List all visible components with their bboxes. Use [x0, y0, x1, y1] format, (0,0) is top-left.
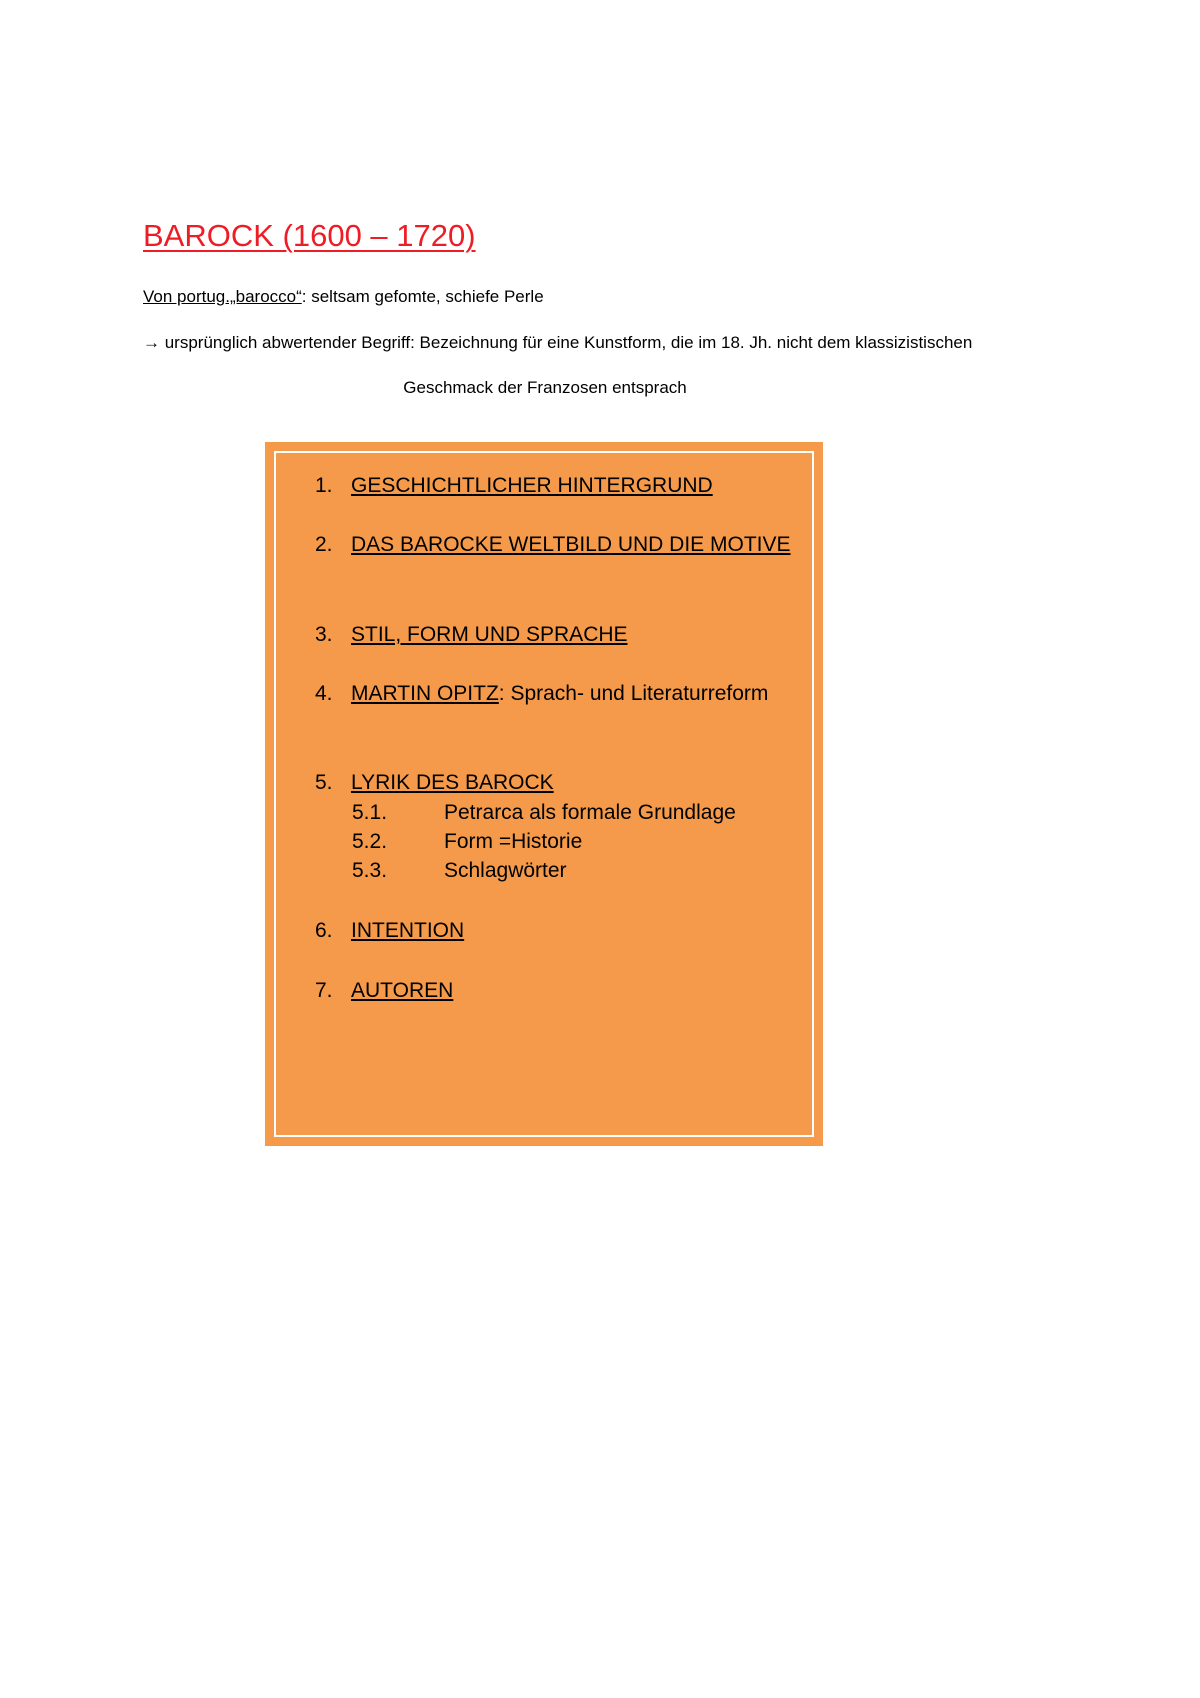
toc-subitem-number: 5.2.	[352, 830, 388, 853]
toc-subitem-label: Schlagwörter	[444, 859, 567, 882]
toc-subitem-5-3	[352, 859, 567, 883]
toc-item-2	[315, 533, 791, 557]
toc-item-label: DAS BAROCKE WELTBILD UND DIE MOTIVE	[351, 533, 791, 556]
toc-item-number: 7.	[315, 979, 333, 1002]
toc-item-4	[315, 682, 768, 706]
toc-item-number: 1.	[315, 474, 333, 497]
toc-item-1	[315, 474, 713, 498]
toc-subitem-number: 5.3.	[352, 859, 388, 882]
toc-item-number: 3.	[315, 623, 333, 646]
toc-item-number: 2.	[315, 533, 333, 556]
etymology-label: Von portug.„barocco“	[143, 287, 302, 306]
meaning-line-1: → ursprünglich abwertender Begriff: Bezeichnung für eine Kunstform, die im 18. Jh. nicht dem klassizistischen	[143, 333, 973, 352]
etymology-text: : seltsam gefomte, schiefe Perle	[301, 287, 544, 306]
page-title: BAROCK (1600 – 1720)	[143, 218, 476, 253]
etymology-line	[143, 287, 544, 307]
toc-item-7	[315, 979, 453, 1003]
toc-item-6	[315, 919, 464, 943]
toc-item-label: MARTIN OPITZ	[351, 682, 499, 705]
toc-subitem-number: 5.1.	[352, 801, 388, 824]
toc-item-number: 6.	[315, 919, 333, 942]
meaning-line-2: Geschmack der Franzosen entsprach	[403, 378, 687, 397]
toc-subitem-label: Form =Historie	[444, 830, 583, 853]
toc-item-suffix: : Sprach- und Literaturreform	[498, 682, 769, 705]
toc-subitem-5-2	[352, 830, 582, 854]
toc-item-label: AUTOREN	[351, 979, 454, 1002]
toc-item-label: GESCHICHTLICHER HINTERGRUND	[351, 474, 713, 497]
toc-item-3	[315, 623, 628, 647]
toc-item-label: STIL, FORM UND SPRACHE	[351, 623, 628, 646]
toc-subitem-label: Petrarca als formale Grundlage	[444, 801, 736, 824]
toc-subitem-5-1	[352, 801, 736, 825]
toc-item-number: 4.	[315, 682, 333, 705]
toc-item-number: 5.	[315, 771, 333, 794]
toc-item-label: LYRIK DES BAROCK	[351, 771, 554, 794]
toc-item-label: INTENTION	[351, 919, 465, 942]
toc-item-5	[315, 771, 554, 795]
